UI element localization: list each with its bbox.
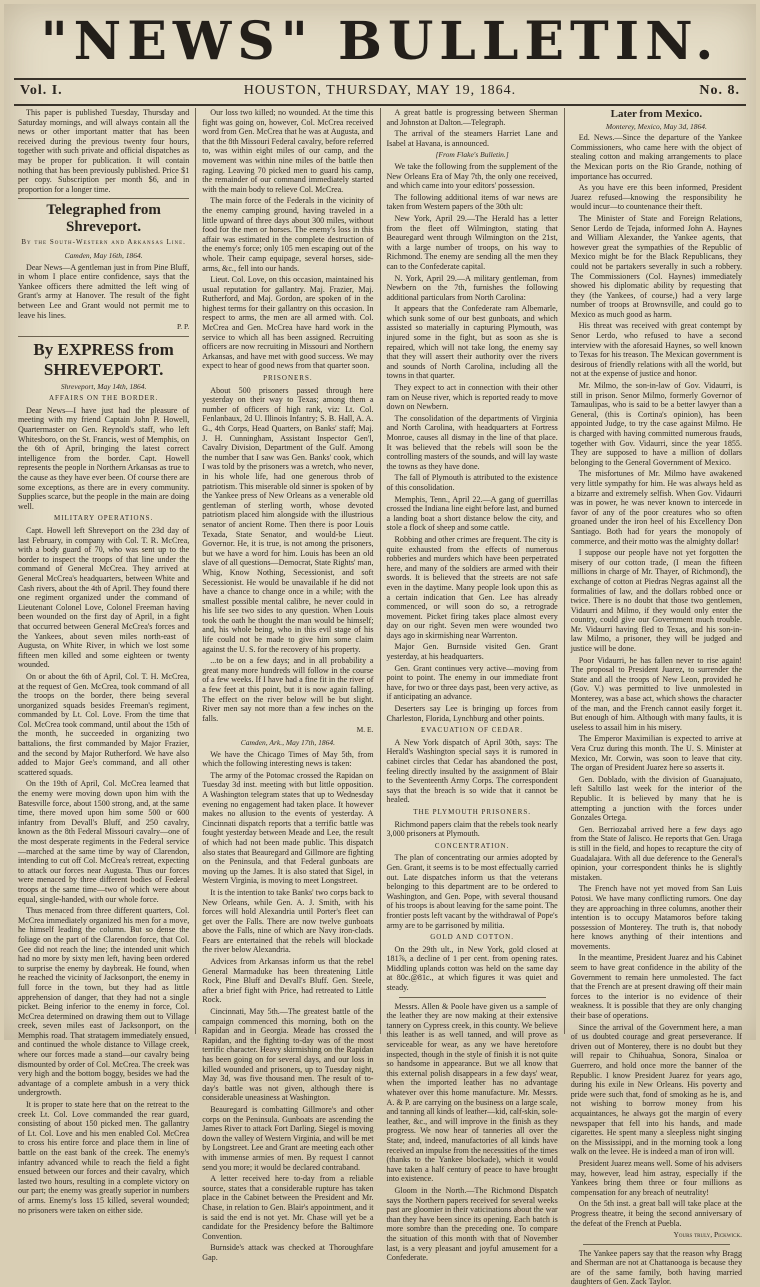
article-paragraph: A New York dispatch of April 30th, says: The Herald's Washington special says it is rumored in cabinet circles that Cedar has abandoned the post, feeling directly insulted by the assignment of Blair to the Seventeenth Army Corps. The correspondent says that the breach is so wide that it cannot be healed.	[386, 737, 558, 805]
article-paragraph: The consolidation of the departments of Virginia and North Carolina, with headquarters at Fortress Monroe, causes all dismay in the line of that place. It was believed that the rebels will soon be the controlling masters of the sounds, and will lay waste the towns as they have done.	[386, 413, 558, 471]
article-paragraph: The following additional items of war news are taken from Western papers of the 30th ult:	[386, 192, 558, 212]
section-heading: GOLD AND COTTON.	[430, 933, 514, 942]
article-paragraph: The fall of Plymouth is attributed to the existence of this consolidation.	[386, 473, 558, 492]
article-paragraph: About 500 prisoners passed through here yesterday on their way to Texas; among them a number of officers of high rank, viz: Lt. Col. Fenlanbaux, 2d U. Illinois Infantry; S. B. Hall, A. A. G., 4th Corps, Head Quarters, on Banks' staff; Maj. J. H. Cunningham, Assistant Inspector Gen'l, Cavalry Division, Department of the Gulf. Among the number that I saw was Gen. Banks' cook, which I was told by the prisoners was a wretch, who never, in his whole life, had one generous throb of patriotism. This miserable old sinner is spoken of by the Yankee press of New Orleans as a venerable old gentleman of sterling worth, whose devoted patriotism placed him alongside with the illustrious senator of ancient Rome. Then there is poor Louis Texada, State Senator, and would-be Lieut. Governor. He, it is true, is not among the prisoners, but we have a word for him. Louis has been an old slave of all questions—Democrat, State Rights' man, Whig, Know Nothing, Secessionist, and soft Secessionist. He would be unavailable if he did not have a chance to change once in a while; with the smallest possible mental calibre, he never could in his life see two sides to any question. When Louis took the oath he thought the man would be himself; and, his whole being, who in this evil stage of his life could not be made to give him some claim against the U. S. for the recovery of his property.	[202, 385, 374, 654]
article-dateline: Camden, Ark., May 17th, 1864.	[240, 738, 335, 747]
article-paragraph: The misfortunes of Mr. Milmo have awakened very little sympathy for him. He was always held as a bizarre and extremely selfish. When Gov. Vidaurri was in power, he was never known to intercede in favor of any of the poor creatures who so often groaned under the iron heel of his Excellency Don Santiago. Both had for years the monopoly of commerce, and their motto was the almighty dollar!	[570, 469, 742, 546]
article-paragraph: The Yankee papers say that the reason why Bragg and Sherman are not at Chattanooga is because they are of the same family, both having married daughters of Gen. Zack Taylor.	[570, 1248, 742, 1287]
divider-rule	[583, 1244, 730, 1245]
article-paragraph: In the meantime, President Juarez and his Cabinet seem to have great confidence in the ability of the Government to remain here unmolested. The fact that the French are at present drawing off their main forces to the interior is no evidence of their weakness. It is possible that they are only changing their base of operations.	[570, 953, 742, 1021]
article-paragraph: The main force of the Federals in the vicinity of the enemy camping ground, having traveled in a little upward of three days about 300 miles, without food for the men or horses. The enemy's loss in this affair was estimated in the complete destruction of the enemy's force; only 105 men escaping out of the whole. Their camp equipage, several horses, side-arms, &c., fell into our hands.	[202, 196, 374, 273]
article-paragraph: The arrival of the steamers Harriet Lane and Isabel at Havana, is announced.	[386, 129, 558, 148]
section-heading: AFFAIRS ON THE BORDER.	[48, 394, 159, 403]
column-3	[381, 108, 565, 1263]
article-paragraph: It is proper to state here that on the retreat to the creek Lt. Col. Love commanded the rear guard, consisting of about 150 picked men. The gallantry of Lt. Col. Love and his men enabled Col. McCrea to cross his entire force and place them in line of battle on the east bank of the creek. The enemy's infantry advanced while to reach the field a fight ensued between our forces and their cavalry, which lasted two hours, resulting in a complete victory on our part; the enemy was greatly superior in numbers of arms. Enemy's loss 15 killed, several wounded; no prisoners were taken on either side.	[18, 1100, 190, 1215]
column-2	[196, 108, 380, 1262]
volume-label: Vol. I.	[20, 83, 63, 98]
section-heading: CONCENTRATION.	[434, 841, 510, 850]
article-paragraph: Richmond papers claim that the rebels took nearly 3,000 prisoners at Plymouth.	[386, 819, 558, 839]
issue-number: No. 8.	[699, 83, 740, 98]
headline-later-from-mexico: Later from Mexico.	[610, 108, 703, 120]
newspaper-page	[4, 4, 756, 1287]
article-paragraph: A letter received here to-day from a reliable source, states that a considerable rupture has taken place in the Cabinet between the President and Mr. Chase, in relation to Gen. Blair's appointment, and it is said the end is not yet. Mr. Chase will yet be a candidate for the Presidency before the Baltimore Convention.	[202, 1174, 374, 1241]
section-heading: THE PLYMOUTH PRISONERS.	[413, 807, 532, 816]
article-paragraph: On the 5th inst. a great ball will take place at the Progress theatre, it being the second anniversary of the defeat of the French at Puebla.	[570, 1199, 742, 1228]
article-dateline: Monterey, Mexico, May 3d, 1864.	[605, 121, 707, 131]
article-paragraph: We have the Chicago Times of May 5th, from which the following interesting news is taken:	[202, 749, 374, 769]
article-paragraph: The French have not yet moved from San Luis Potosi. We have many conflicting rumors. One day they are approaching in three columns, another their intention is to occupy Matamoros before taking possession of Monterey. The truth is, that nobody here knows anything of their intentions and movements.	[570, 884, 742, 951]
article-paragraph: Since the arrival of the Government here, a man of us doubted courage and great perseverance. If driven out of Monterey, there is no doubt but they will repair to Chihuahua, Sonora, Sinaloa or Guerrero, and hold once more the banner of the Republic. I know President Juarez for years ago, during his exile in New Orleans. His poverty and pride were such that, fond of smoking as he is, and not wishing to borrow money from his acquaintances, he always got the margin of every newspaper that fell into his hands, and made cigarettes. He spent many a sleepless night singing on the Mississippi, and in the morning took a long walk on the levee. He is indeed a man of iron will.	[570, 1022, 742, 1157]
article-paragraph: They expect to act in connection with their other ram on Neuse river, which is reported ready to move down on Newbern.	[386, 383, 558, 412]
article-paragraph: Robbing and other crimes are frequent. The city is quite exhausted from the effects of numerous robberies and murders which have been perpetrated here, and many of the soldiers are armed with their swords. It is believed that the streets are not safe even in the daytime. Many people look upon this as a certain indication that Gen. Lee has already commenced, or will soon do so, a retrograde movement. Picket firing takes place almost every day on our right. Seven men were wounded two days ago in skirmishing near Warrenton.	[386, 534, 558, 640]
article-signature: Yours truly, Pickwick.	[673, 1230, 742, 1240]
column-4	[565, 108, 748, 1287]
article-paragraph: Deserters say Lee is bringing up forces from Charleston, Florida, Lynchburg and other points.	[386, 704, 558, 723]
article-paragraph: I suppose our people have not yet forgotten the misery of our cotton trade, (I mean the fifteen millions in charge of Mr. Thayer, of Richmond), the exchange of cotton at Piedras Negras against all the formalities of law, and the dollars robbed once or twice. There is no doubt that those two gentlemen, Vidaurri and Milmo, if they would only enter the country, could give our Government much trouble. Mr. Vidaurri having fled to Texas, and his son-in-law Milmo, a prisoner, they will be judged and justice will be done.	[570, 548, 742, 654]
article-paragraph: Dear News—A gentleman just in from Pine Bluff, in whom I place entire confidence, says that the Yankee officers there admitted the left wing of Grant's army at Hanover. The result of the fight between Lee and Grant would not permit me to leave his lines.	[18, 262, 190, 320]
article-paragraph: Cincinnati, May 5th.—The greatest battle of the campaign commenced this morning, both on the Rapidan and in Georgia. Meade has crossed the Rapidan, and the fighting to-day was of the most terrific character. Heavy skirmishing on the Rapidan has been going on for several days, and our loss in killed wounded and prisoners, up to Tuesday night, May 3d, was five thousand men. The result of to-day's battle was not given, although there is considerable uneasiness at Washington.	[202, 1007, 374, 1103]
article-paragraph: Major Gen. Burnside visited Gen. Grant yesterday, at his headquarters.	[386, 642, 558, 662]
headline-telegraphed-shreveport: Telegraphed from Shreveport.	[18, 198, 189, 236]
article-paragraph: Thus menaced from three different quarters, Col. McCrea immediately organized his men for a move, he himself leading the column. But so dense the foliage on the part of the Clarendon force, that Col. Gee did not reach the line; the intended unit which had no more by sixty men left, having been ordered to surprise the enemy by daybreak. He found, when he reached the vicinity of Jacksonport, the enemy in full force in the town, but they had as little apprehension of danger, that they had not a single picket. Being inferior to the enemy in force, Col. McCrea determined on drawing them out to Village creek, seven miles east of Jacksonport, on the Memphis road. That stratagem immediately ensued, and continued the whole distance to Village creek, where our forces made a stand—our cavalry being dismounted by order of Col. McCrea. The creek was very high and the bottom boggy, besides we had the advantage of a complete ambush in a very thick undergrowth.	[18, 906, 190, 1098]
issue-date: HOUSTON, THURSDAY, MAY 19, 1864.	[243, 83, 517, 98]
section-heading: PRISONERS.	[263, 374, 313, 383]
divider-rule	[399, 997, 546, 998]
article-paragraph: Gen. Berriozabal arrived here a few days ago from the State of Jalisco. He reports that Gen. Uraga is still in the field, and hopes to recapture the city of Guadalajara. With all due deference to the General's opinion, your correspondent thinks he is slightly mistaken.	[570, 824, 742, 882]
article-paragraph: Burnside's attack was checked at Thoroughfare Gap.	[202, 1243, 374, 1262]
source-credit: [From Flake's Bulletin.]	[435, 150, 509, 160]
article-paragraph: Memphis, Tenn., April 22.—A gang of guerrillas crossed the Indiana line eight before last, and burned a landing boat a short distance below the city, and stole a flock of sheep and some cattle.	[386, 494, 558, 533]
article-paragraph: Mr. Milmo, the son-in-law of Gov. Vidaurri, is still in prison. Senor Milmo, formerly Governor of Tamaulipas, who is said to be a better lawyer than a General, (this is Cortina's opinion), has been appointed Judge, to try the case against Milmo. He is charged with having committed numerous frauds, together with Gov. Vidaurri, since the year 1855. They are supposed to have a million of dollars belonging to the General Government of Mexico.	[570, 381, 742, 467]
section-heading: MILITARY OPERATIONS.	[53, 514, 154, 523]
article-paragraph: Poor Vidaurri, he has fallen never to rise again! The proposal to President Juarez, to surrender the State and all the troops of New Leon, provided he (Gov. V.) was permitted to live unmolested in Monterey, was a base act, which shows the character of the man, and the French cannot easily forget it. But enough of him. Although with many faults, it is useless to assail him in his misery.	[570, 655, 742, 732]
article-paragraph: The Emperor Maximilian is expected to arrive at Vera Cruz during this month. The U. S. Minister at Mexico, Mr. Corwin, was soon to leave that city. The organ of President Juarez here so asserts it.	[570, 734, 742, 773]
article-paragraph: Gen. Grant continues very active—moving from point to point. The enemy in our immediate front have, for two or three days past, been very active, as if anticipating an advance.	[386, 663, 558, 702]
article-dateline: Camden, May 16th, 1864.	[64, 250, 143, 260]
article-paragraph: Dear News—I have just had the pleasure of meeting with my friend Captain John P. Howell, Quartermaster on Gen. Reynold's staff, who left Whitesboro, on the St. Francis, west of Memphis, on the 6th of April, bringing the latest correct intelligence from the border. Capt. Howell represents the people in Northern Arkansas as true to the cause as they have ever been. Of course there are some exceptions, as there are in every community. Supplies scarce, but the people in the main are doing well.	[18, 405, 190, 511]
article-paragraph: Capt. Howell left Shreveport on the 23d day of last February, in company with Col. T. R. McCrea, with a body guard of 70, who was sent up to the border to inspect the troops of that line under the command of General McCrea. They arrived at General McCrea's headquarters, between White and Cash rivers, about the 4th of April. They found there one regiment organized under the command of Lieutenant Colonel Love, Colonel Freeman having been wounded on the first day of April, in a fight that occurred between General McCrea's forces and the Yankees, about seven miles north-east of Augusta, on White River, in which we lost some fifteen men killed and some eighteen or twenty wounded.	[18, 526, 190, 670]
article-paragraph: It is the intention to take Banks' two corps back to New Orleans, while Gen. A. J. Smith, with his forces will hold Alexandria until Porter's fleet can get over the Falls. There are now twelve gunboats above the Falls, nine of which are Navy iron-clads. Fears are entertained that the rebels will blockade the river below Alexandria.	[202, 887, 374, 955]
article-paragraph: A great battle is progressing between Sherman and Johnston at Dalton.—Telegraph.	[386, 108, 558, 127]
article-paragraph: ...to be on a few days; and in all probability a great many more hundreds will follow in the course of a few weeks. If I have had a fine fit in the river of a few feet at this point, but it is now again falling. The effect on the river below will be but slight. River men say not more than a few inches on the falls.	[202, 656, 374, 723]
article-paragraph: It appears that the Confederate ram Albemarle, which sunk some of our best gunboats, and which assisted so materially in capturing Plymouth, was injured some in the fight, but as soon as she is repaired, which will not take long, the enemy say that they will assert their authority over the rivers and sounds of North Carolina, including all the towns in that quarter.	[386, 304, 558, 381]
article-paragraph: Our loss two killed; no wounded. At the time this fight was going on, however, Col. McCrea received word from Gen. McCrea that he was at Augusta, and that the 8th Missouri Federal cavalry, before referred to, was within eight miles of our camp, and the movement was within nine miles of the battle then raging. Leaving 70 picked men to guard his camp, the remainder of our command immediately started with the main body to relieve Col. McCrea.	[202, 108, 374, 194]
masthead-title: "NEWS" BULLETIN.	[40, 11, 720, 72]
article-paragraph: We take the following from the supplement of the New Orleans Era of May 7th, the only one received, and which came into your editors' possession.	[386, 161, 558, 191]
article-paragraph: His threat was received with great contempt by Senor Lerdo, who refused to have a second interview with the aforesaid Haynes, so well known to Texas for his treason. The Mexican government is desirous of friendly relations with all the world, but not at the expense of justice and honor.	[570, 321, 742, 379]
article-paragraph: Lieut. Col. Love, on this occasion, maintained his usual reputation for gallantry. Maj. Frazier, Maj. Rutherford, and Maj. Gordon, are spoken of in the highest terms for their gallantry on this occasion. In respect to arms, the men are all armed with. Col. McCrea and Gen. McCrea have hard work in the service to which all has been assigned. Recruiting officers are now recruiting in Missouri and Northern Arkansas, and have met with good success. We may expect to hear of good news from that quarter soon.	[202, 275, 374, 371]
article-paragraph: On the 19th of April, Col. McCrea learned that the enemy were moving down upon him with the Batesville force, about 1500 strong, and, at the same time, there moved upon him some 500 or 600 infantry from Devall's Bluff, and 250 cavalry, known as the 8th Federal Missouri cavalry—one of the most desperate regiments in the Federal service—marched at the same time by way of Clarendon, intending to cut off Col. McCrea's retreat, expecting to attack our forces near Augusta. Thus our forces were menaced by three different bodies of Federal troops at the same time—two of which were about equal, single-handed, with our whole force.	[18, 779, 190, 904]
article-paragraph: On or about the 6th of April, Col. T. H. McCrea, at the request of Gen. McCrea, took command of all the troops on the border, there being several unorganized squads besides Freeman's regiment, commanded by Lt. Col. Love. From the time that Col. McCrea took command, until about the 15th of the month, he succeeded in organizing two battalions, the first commanded by Major Frazier, and the second by Major Rutherford. We have also added to Major Gee's command, and all other scattered squads.	[18, 671, 190, 777]
headline-express-shreveport: By EXPRESS from SHREVEPORT.	[18, 336, 189, 380]
article-signature: M. E.	[356, 725, 374, 735]
article-signature: P. P.	[176, 322, 190, 332]
article-paragraph: New York, April 29.—The Herald has a letter from the fleet off Wilmington, stating that Beauregard went through Wilmington on the 21st, with a large number of troops, on his way to Richmond. The enemy are sending all the men they can to the Confederate capital.	[386, 213, 558, 271]
article-paragraph: As you have ere this been informed, President Juarez refused—knowing the responsibility he would incur—to countenance their theft.	[570, 183, 742, 212]
column-1	[12, 108, 196, 1215]
article-dateline: Shreveport, May 14th, 1864.	[60, 381, 147, 391]
article-columns	[12, 108, 748, 1287]
article-paragraph: Advices from Arkansas inform us that the rebel General Marmaduke has been threatening Little Rock, Pine Bluff and Devall's Bluff. Gen. Steele, after a brief fight with Price, had retreated to Little Rock.	[202, 957, 374, 1005]
article-paragraph: Beauregard is combatting Gillmore's and other corps on the Peninsula. Gunboats are ascending the James River to attack Fort Darling. Siegel is moving down the valley of Western Virginia, and will be met by Longstreet. Lee and Grant are meeting each other with immense armies of men. By request I cannot send you more; it would be declared contraband.	[202, 1104, 374, 1172]
article-paragraph: N. York, April 29.—A military gentleman, from Newbern on the 7th, furnishes the following additional particulars from North Carolina:	[386, 273, 558, 302]
article-paragraph: Messrs. Allen & Poole have given us a sample of the leather they are now making at their extensive tannery on Cypress creek, in this county. We believe this leather is as well tanned, and will prove as serviceable for wear, as any we have heretofore inspected, though in the style of finish it is not quite so handsome in appearance. But we all know that this external polish disappears in a few days' wear, when the imported leather has no advantage whatever over this home manufacture. Mr. Messrs. A. & P. are carrying on the business on a large scale, and tanning all kinds of leather—kid, calf-skin, sole-leather, &c., and will improve in the finish as they progress. We now hear of tanneries all over the State; and, indeed, manufactories of all kinds have received an impulse from the necessities of the times (thanks to the Yankee blockade), which it would have taken a half century of peace to have brought into existence.	[386, 1001, 558, 1184]
article-paragraph: President Juarez means well. Some of his advisers may, however, lead him astray, especially if the Yankees bring them three or four millions as compensation for any breach of neutrality!	[570, 1158, 742, 1197]
article-paragraph: The army of the Potomac crossed the Rapidan on Tuesday 3d inst. meeting with but little opposition. A Washington telegram states that up to Wednesday evening no engagement had taken place. It however makes no allusion to the events of yesterday. A Cincinnati dispatch reports that a terrific battle was fought yesterday between Meade and Lee, the result of which had not been made public. This dispatch also states that Beauregard and Gillmore are fighting on the Peninsula, and that Federal gunboats are moving up the James. It is also stated that Sigel, in Western Virginia, is moving to meet Longstreet.	[202, 770, 374, 886]
article-paragraph: Gloom in the North.—The Richmond Dispatch says the Northern papers received for several weeks past are gloomier in their vaticinations about the war than they have been since its opening. Each batch is more sombre than the preceding one. To compare the situation of this month with that of November last, is a very pleasant and joyful amusement for a Confederate.	[386, 1185, 558, 1263]
article-paragraph: Ed. News.—Since the departure of the Yankee Commissioners, who came here with the object of stealing cotton and making arrangements to place the Mexican ports on the Rio Grande, nothing of importance has occurred.	[570, 133, 742, 181]
section-heading: EVACUATION OF CEDAR.	[421, 726, 524, 735]
article-paragraph: The Minister of State and Foreign Relations, Senor Lerdo de Tejada, informed John A. Haynes and William Alexander, the Yankee agents, that however great the sympathies of the Republic of Mexico might be for the Black Republicans, they could not be partakers severally in such a robbery. The Commissioners (Col. Haynes) immediately showed his diplomatic ability by requesting that they (the Yankees, of course,) had a very large number of troops at Brownsville, and could go to Mexico as much good as harm.	[570, 213, 742, 319]
article-paragraph: The plan of concentrating our armies adopted by Gen. Grant, it seems is to be most effectually carried out. Late dispatches inform us that the veterans belonging to this department are to be ordered to Washington, and Gen. Pope, with several thousand of his troops is about leaving for the same point. The frontier posts left vacant by the withdrawal of Pope's army are to be garrisoned by militia.	[386, 853, 558, 930]
article-paragraph: On the 29th ult., in New York, gold closed at 181⅞, a decline of 1 per cent. from opening rates. Middling uplands cotton was held on the same day at 80c.@81c., at which figures it was quiet and steady.	[386, 944, 558, 993]
publication-notice: This paper is published Tuesday, Thursday and Saturday mornings, and will always contain all the news or other important matter that has been received during the previous twenty four hours, together with such private and official dispatches as may be proper for publication. It will contain nothing that has been previously published. Price $1 per copy. Subscription per month $6, and in proportion for a longer time.	[18, 108, 190, 194]
telegraph-line-credit: By the South-Western and Arkansas Line.	[21, 238, 186, 247]
dateline-bar	[14, 78, 746, 106]
article-paragraph: Gen. Doblado, with the division of Guanajuato, left Saltillo last week for the interior of the Republic. It is believed by many that he is attempting a junction with the forces under Gonzales Ortega.	[570, 774, 742, 823]
